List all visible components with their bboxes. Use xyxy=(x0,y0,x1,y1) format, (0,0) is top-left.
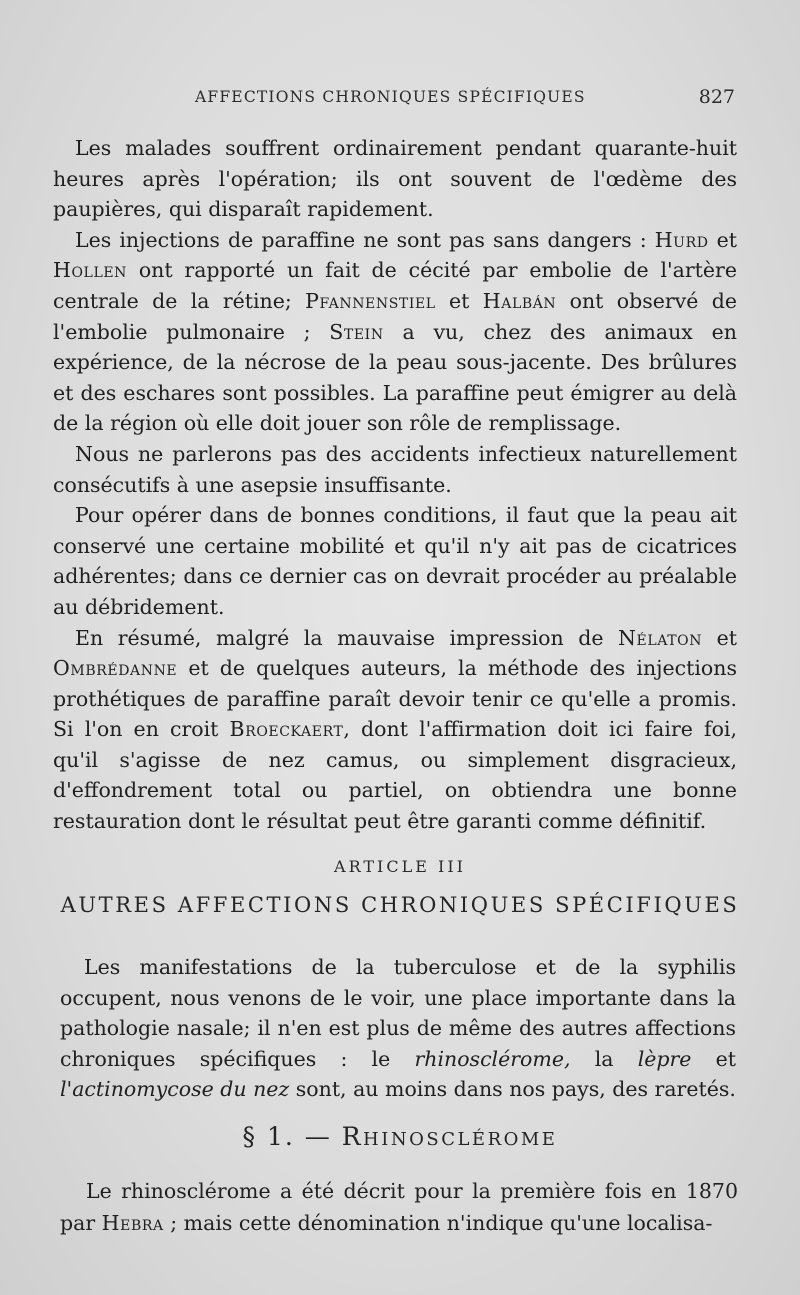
paragraph xyxy=(53,225,737,439)
section-title: AUTRES AFFECTIONS CHRONIQUES SPÉCIFIQUES xyxy=(60,893,740,917)
author-name: Ombrédanne xyxy=(53,656,178,681)
author-name: Hurd xyxy=(654,227,709,252)
subsection-number: § 1. — xyxy=(242,1122,332,1151)
text-run: Les manifestations de la tuberculose et de la syphilis occupent, nous venons de le voir, une place importante dans la pathologie nasale; il n'en est plus de même des autres affections chroniques spécifiques : le xyxy=(60,955,736,1071)
text-run: et de quelques auteurs, la méthode des injections prothétiques de paraffine paraît devoir tenir ce qu'elle a promis. Si l'on en croit xyxy=(53,656,737,742)
article-label: ARTICLE III xyxy=(334,857,466,876)
text-run: En résumé, malgré la mauvaise impression de xyxy=(75,625,619,650)
paragraph xyxy=(53,439,737,500)
text-run: Les malades souffrent ordinairement pendant quarante-huit heures après l'opération; ils ont souvent de l'œdème des paupières, qui disparaît rapidement. xyxy=(53,136,737,222)
author-name: Hollen xyxy=(53,258,128,283)
text-run: sont, au moins dans nos pays, des raretés. xyxy=(289,1077,736,1102)
author-name: Pfannenstiel xyxy=(305,288,436,313)
paragraph xyxy=(53,623,737,837)
text-run: Les injections de paraffine ne sont pas sans dangers : xyxy=(75,227,655,252)
text-run: ; mais cette dénomination n'indique qu'une localisa- xyxy=(163,1211,713,1235)
text-run: ont rapporté un fait de cécité par embolie de l'artère centrale de la rétine; xyxy=(53,258,737,313)
text-run: Pour opérer dans de bonnes conditions, il faut que la peau ait conservé une certaine mobilité et qu'il n'y ait pas de cicatrices adhérentes; dans ce dernier cas on devrait procéder au préalable au débridement. xyxy=(53,503,737,619)
subsection-body xyxy=(60,1175,738,1239)
author-name: Stein xyxy=(329,319,384,344)
text-run: ont observé de l'embolie pulmonaire ; xyxy=(53,288,737,344)
text-run: et xyxy=(691,1046,737,1071)
paragraph xyxy=(60,1175,738,1239)
page-number: 827 xyxy=(698,86,735,108)
subsection-heading xyxy=(0,1122,800,1151)
text-run: Le rhinosclérome a été décrit pour la première fois en 1870 par xyxy=(60,1179,738,1235)
text-run: et xyxy=(702,625,737,650)
running-header xyxy=(195,88,735,106)
italic-term: lèpre xyxy=(637,1046,692,1071)
author-name: Broeckaert xyxy=(229,717,344,742)
text-run: la xyxy=(570,1046,638,1071)
text-run: a vu, chez des animaux en expérience, de la nécrose de la peau sous-jacente. Des brûlures et des eschares sont possibles. La paraffine peut émigrer au delà de la région où elle doit jouer son rôle de remplissage. xyxy=(53,319,737,436)
text-run: et xyxy=(435,288,483,313)
text-run: et xyxy=(708,227,737,252)
author-name: Nélaton xyxy=(618,625,703,650)
section-body xyxy=(60,952,736,1105)
body-text xyxy=(53,133,737,837)
running-title: AFFECTIONS CHRONIQUES SPÉCIFIQUES xyxy=(195,88,586,106)
italic-term: rhinosclérome, xyxy=(414,1046,571,1071)
paragraph xyxy=(60,952,736,1105)
italic-term: l'actinomycose du nez xyxy=(60,1077,290,1102)
text-run: Nous ne parlerons pas des accidents infectieux naturellement consécutifs à une asepsie insuffisante. xyxy=(53,441,737,497)
author-name: Hebra xyxy=(101,1211,164,1235)
text-run: , dont l'affirmation doit ici faire foi, qu'il s'agisse de nez camus, ou simplement disgracieux, d'effondrement total ou partiel, on obtiendra une bonne restauration dont le résultat peut être garanti comme définitif. xyxy=(53,717,738,834)
author-name: Halbán xyxy=(482,288,557,313)
paragraph xyxy=(53,133,737,225)
subsection-title: Rhinosclérome xyxy=(341,1122,558,1151)
paragraph xyxy=(53,500,737,622)
